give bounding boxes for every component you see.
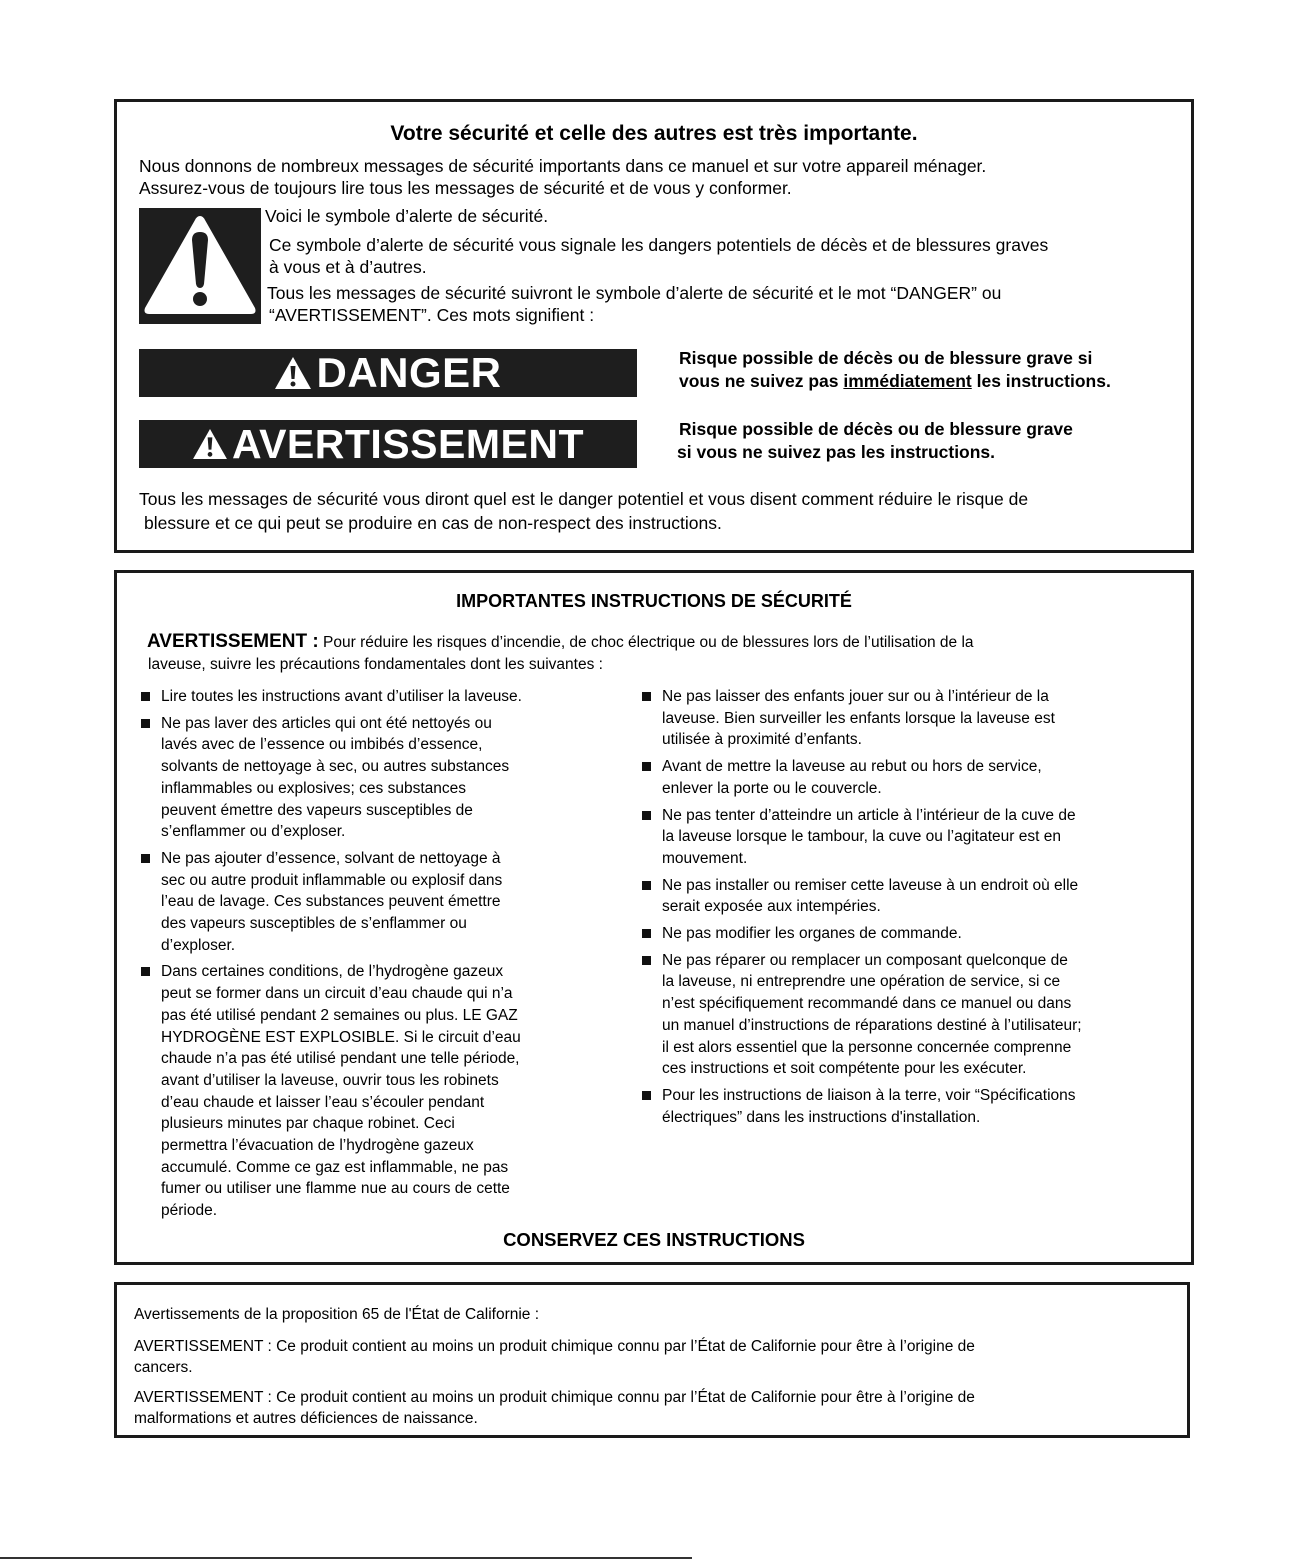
bullet-square-icon: [642, 956, 651, 965]
list-item-text: Ne pas ajouter d’essence, solvant de nettoyage à sec ou autre produit inflammable ou explosif dans l’eau de lavage. Ces substances peuvent émettre des vapeurs susceptibles de s’enflammer ou d’exploser.: [161, 849, 503, 954]
safety-footer-line: blessure et ce qui peut se produire en cas de non-respect des instructions.: [144, 513, 722, 533]
instructions-title: IMPORTANTES INSTRUCTIONS DE SÉCURITÉ: [456, 591, 852, 611]
safety-intro: [139, 155, 986, 199]
list-item-text: Ne pas tenter d’atteindre un article à l’intérieur de la cuve de la laveuse lorsque le tambour, la cuve ou l’agitateur est en mouvement.: [662, 806, 1076, 867]
prop65-warning-birth-defects: [134, 1387, 975, 1429]
list-item-text: Lire toutes les instructions avant d’utiliser la laveuse.: [161, 688, 522, 705]
instructions-box: [114, 570, 1194, 1265]
list-item-text: Ne pas modifier les organes de commande.: [662, 925, 962, 943]
safety-footer: [139, 487, 1028, 535]
symbol-line: Ce symbole d’alerte de sécurité vous signale les dangers potentiels de décès et de blessures graves: [269, 235, 1049, 255]
prop65-warning-cancer: [134, 1336, 975, 1378]
list-item: [141, 713, 611, 843]
prop65-warning-line: AVERTISSEMENT : Ce produit contient au moins un produit chimique connu par l’État de Californie pour être à l’origine de: [134, 1389, 975, 1406]
bullet-square-icon: [642, 692, 651, 701]
list-item: [141, 961, 611, 1221]
list-item-text: Ne pas installer ou remiser cette laveuse à un endroit où elle serait exposée aux intempéries.: [662, 876, 1079, 916]
instructions-warning-line: laveuse, suivre les précautions fondamentales dont les suivantes :: [148, 656, 603, 673]
symbol-line: Tous les messages de sécurité suivront le symbole d’alerte de sécurité et le mot “DANGER” ou: [267, 283, 1002, 303]
warning-banner: [139, 420, 637, 468]
warning-word: AVERTISSEMENT :: [147, 631, 319, 652]
prop65-heading: Avertissements de la proposition 65 de l'État de Californie :: [134, 1306, 540, 1323]
warning-label: AVERTISSEMENT: [232, 420, 584, 467]
danger-banner: [139, 349, 637, 397]
list-item: [642, 805, 1182, 870]
safety-message-box: [114, 99, 1194, 553]
list-item: [642, 875, 1182, 918]
warning-desc-line: si vous ne suivez pas les instructions.: [677, 442, 996, 462]
prop65-warning-line: malformations et autres déficiences de naissance.: [134, 1410, 478, 1427]
save-instructions-label: CONSERVEZ CES INSTRUCTIONS: [503, 1229, 805, 1250]
bullet-square-icon: [642, 762, 651, 771]
danger-desc-text: vous ne suivez pas: [679, 371, 844, 391]
list-item: [642, 1085, 1182, 1128]
bullet-square-icon: [642, 1091, 651, 1100]
bullet-square-icon: [642, 811, 651, 820]
bullet-square-icon: [141, 854, 150, 863]
instructions-warning-line: [147, 631, 974, 654]
prop65-box: [114, 1282, 1190, 1438]
danger-description: [679, 347, 1111, 393]
symbol-line: Voici le symbole d’alerte de sécurité.: [265, 206, 549, 226]
safety-intro-line: Assurez-vous de toujours lire tous les messages de sécurité et de vous y conformer.: [139, 178, 792, 198]
bullet-square-icon: [141, 692, 150, 701]
list-item: [642, 756, 1182, 799]
warning-description: [679, 418, 1073, 464]
safety-footer-line: Tous les messages de sécurité vous diront quel est le danger potentiel et vous disent comment réduire le risque de: [139, 489, 1029, 509]
danger-desc-text: les instructions.: [971, 371, 1111, 391]
danger-desc-emphasis: immédiatement: [843, 371, 972, 391]
list-item: [141, 686, 611, 708]
list-item: [141, 848, 611, 957]
list-item: [642, 923, 1182, 945]
instructions-left-column: [141, 686, 611, 1227]
instructions-warning: [147, 631, 974, 676]
list-item-text: Pour les instructions de liaison à la terre, voir “Spécifications électriques” dans les instructions d'installation.: [662, 1086, 1076, 1126]
bullet-square-icon: [642, 929, 651, 938]
list-item: [642, 686, 1182, 751]
list-item-text: Dans certaines conditions, de l’hydrogène gazeux peut se former dans un circuit d’eau chaude qui n’a pas été utilisé pendant 2 semaines ou plus. LE GAZ HYDROGÈNE EST EXPLOSIBLE. Si le circuit d’eau chaude n’a pas été utilisé pendant une telle période, avant d’utiliser la laveuse, ouvrir tous les robinets d’eau chaude et laisser l’eau s’écouler pendant plusieurs minutes par chaque robinet. Ceci permettra l’évacuation de l’hydrogène gazeux accumulé. Comme ce gaz est inflammable, ne pas fumer ou utiliser une flamme nue au cours de cette période.: [161, 963, 521, 1220]
instructions-right-column: [642, 686, 1182, 1133]
warning-triangle-icon: [139, 208, 261, 324]
list-item-text: Avant de mettre la laveuse au rebut ou hors de service, enlever la porte ou le couvercle.: [662, 758, 1042, 797]
warning-desc-line: Risque possible de décès ou de blessure grave: [679, 419, 1073, 439]
bullet-square-icon: [642, 881, 651, 890]
list-item: [642, 950, 1182, 1080]
danger-desc-line: Risque possible de décès ou de blessure grave si: [679, 348, 1093, 368]
bullet-square-icon: [141, 719, 150, 728]
list-item-text: Ne pas laver des articles qui ont été nettoyés ou lavés avec de l’essence ou imbibés d’essence, solvants de nettoyage à sec, ou autres substances inflammables ou explosives; ces substances peuvent émettre des vapeurs susceptibles de s’enflammer ou d’exploser.: [161, 714, 510, 841]
list-item-text: Ne pas réparer ou remplacer un composant quelconque de la laveuse, ni entreprendre une opération de service, si ce n’est spécifiquement recommandé dans ce manuel ou dans un manuel d’instructions de réparations destiné à l’utilisateur; il est alors essentiel que la personne concernée comprenne ces instructions et soit compétente pour les exécuter.: [662, 951, 1082, 1078]
symbol-line: à vous et à d’autres.: [269, 257, 427, 277]
warning-triangle-icon: [192, 428, 228, 460]
prop65-warning-line: cancers.: [134, 1359, 193, 1376]
safety-intro-line: Nous donnons de nombreux messages de sécurité importants dans ce manuel et sur votre appareil ménager.: [139, 156, 987, 176]
warning-triangle-icon: [274, 356, 312, 390]
page-bottom-rule: [0, 1557, 692, 1559]
danger-desc-line: [679, 370, 1111, 393]
safety-title: Votre sécurité et celle des autres est très importante.: [390, 122, 918, 145]
symbol-line: “AVERTISSEMENT”. Ces mots signifient :: [269, 305, 595, 325]
warning-text: Pour réduire les risques d’incendie, de choc électrique ou de blessures lors de l’utilisation de la: [318, 634, 974, 651]
bullet-square-icon: [141, 967, 150, 976]
prop65-warning-line: AVERTISSEMENT : Ce produit contient au moins un produit chimique connu par l’État de Californie pour être à l’origine de: [134, 1338, 975, 1355]
list-item-text: Ne pas laisser des enfants jouer sur ou à l’intérieur de la laveuse. Bien surveiller les enfants lorsque la laveuse est utilisée à proximité d’enfants.: [662, 688, 1055, 749]
danger-label: DANGER: [316, 349, 502, 396]
